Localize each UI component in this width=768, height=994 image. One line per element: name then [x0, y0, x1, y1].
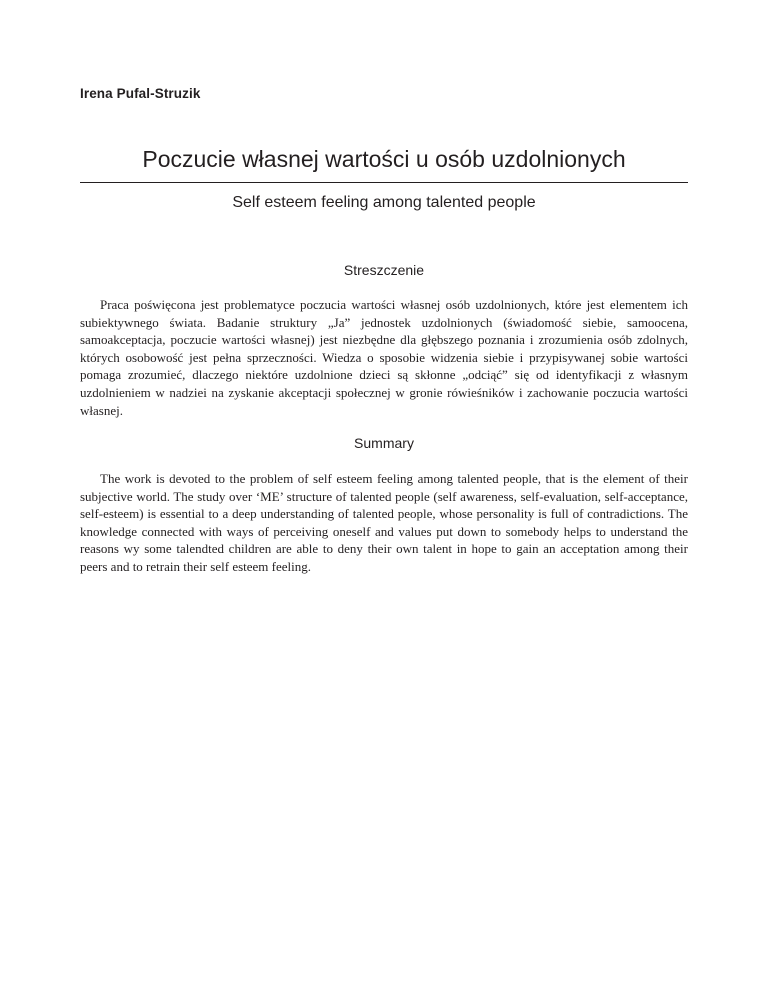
abstract-pl-heading: Streszczenie [343, 262, 425, 278]
abstract-en-heading: Summary [354, 435, 414, 451]
author-name: Irena Pufal-Struzik [80, 86, 201, 101]
paper-subtitle: Self esteem feeling among talented people [232, 194, 536, 211]
abstract-pl-text: Praca poświęcona jest problematyce poczucia wartości własnej osób uzdolnionych, które jest elementem ich subiektywnego świata. Badanie struktury „Ja” jednostek uzdolnionych (świadomość siebie, samoocena, samoakceptacja, poczucie wartości własnej) jest niezbędne dla głębszego poznania i zrozumienia osób zdolnych, których osobowość jest pełna sprzeczności. Wiedza o sposobie widzenia siebie i przypisywanej sobie wartości pomaga zrozumieć, dlaczego niektóre uzdolnione dzieci są skłonne „odciąć” się od identyfikacji z własnym uzdolnieniem w nadziei na zyskanie akceptacji społecznej w gronie rówieśników i zachowanie poczucia wartości własnej. [80, 297, 688, 418]
abstract-en-text: The work is devoted to the problem of self esteem feeling among talented people, that is the element of their subjective world. The study over ‘ME’ structure of talented people (self awareness, self-evaluation, self-acceptance, self-esteem) is essential to a deep understanding of talented people, whose personality is full of contradictions. The knowledge connected with ways of perceiving oneself and values put down to somebody helps to understand the reasons wy some talendted children are able to deny their own talent in hope to gain an acceptation among their peers and to retrain their self esteem feeling. [80, 471, 688, 574]
title-divider [80, 182, 688, 183]
paper-title: Poczucie własnej wartości u osób uzdolnionych [142, 146, 626, 172]
